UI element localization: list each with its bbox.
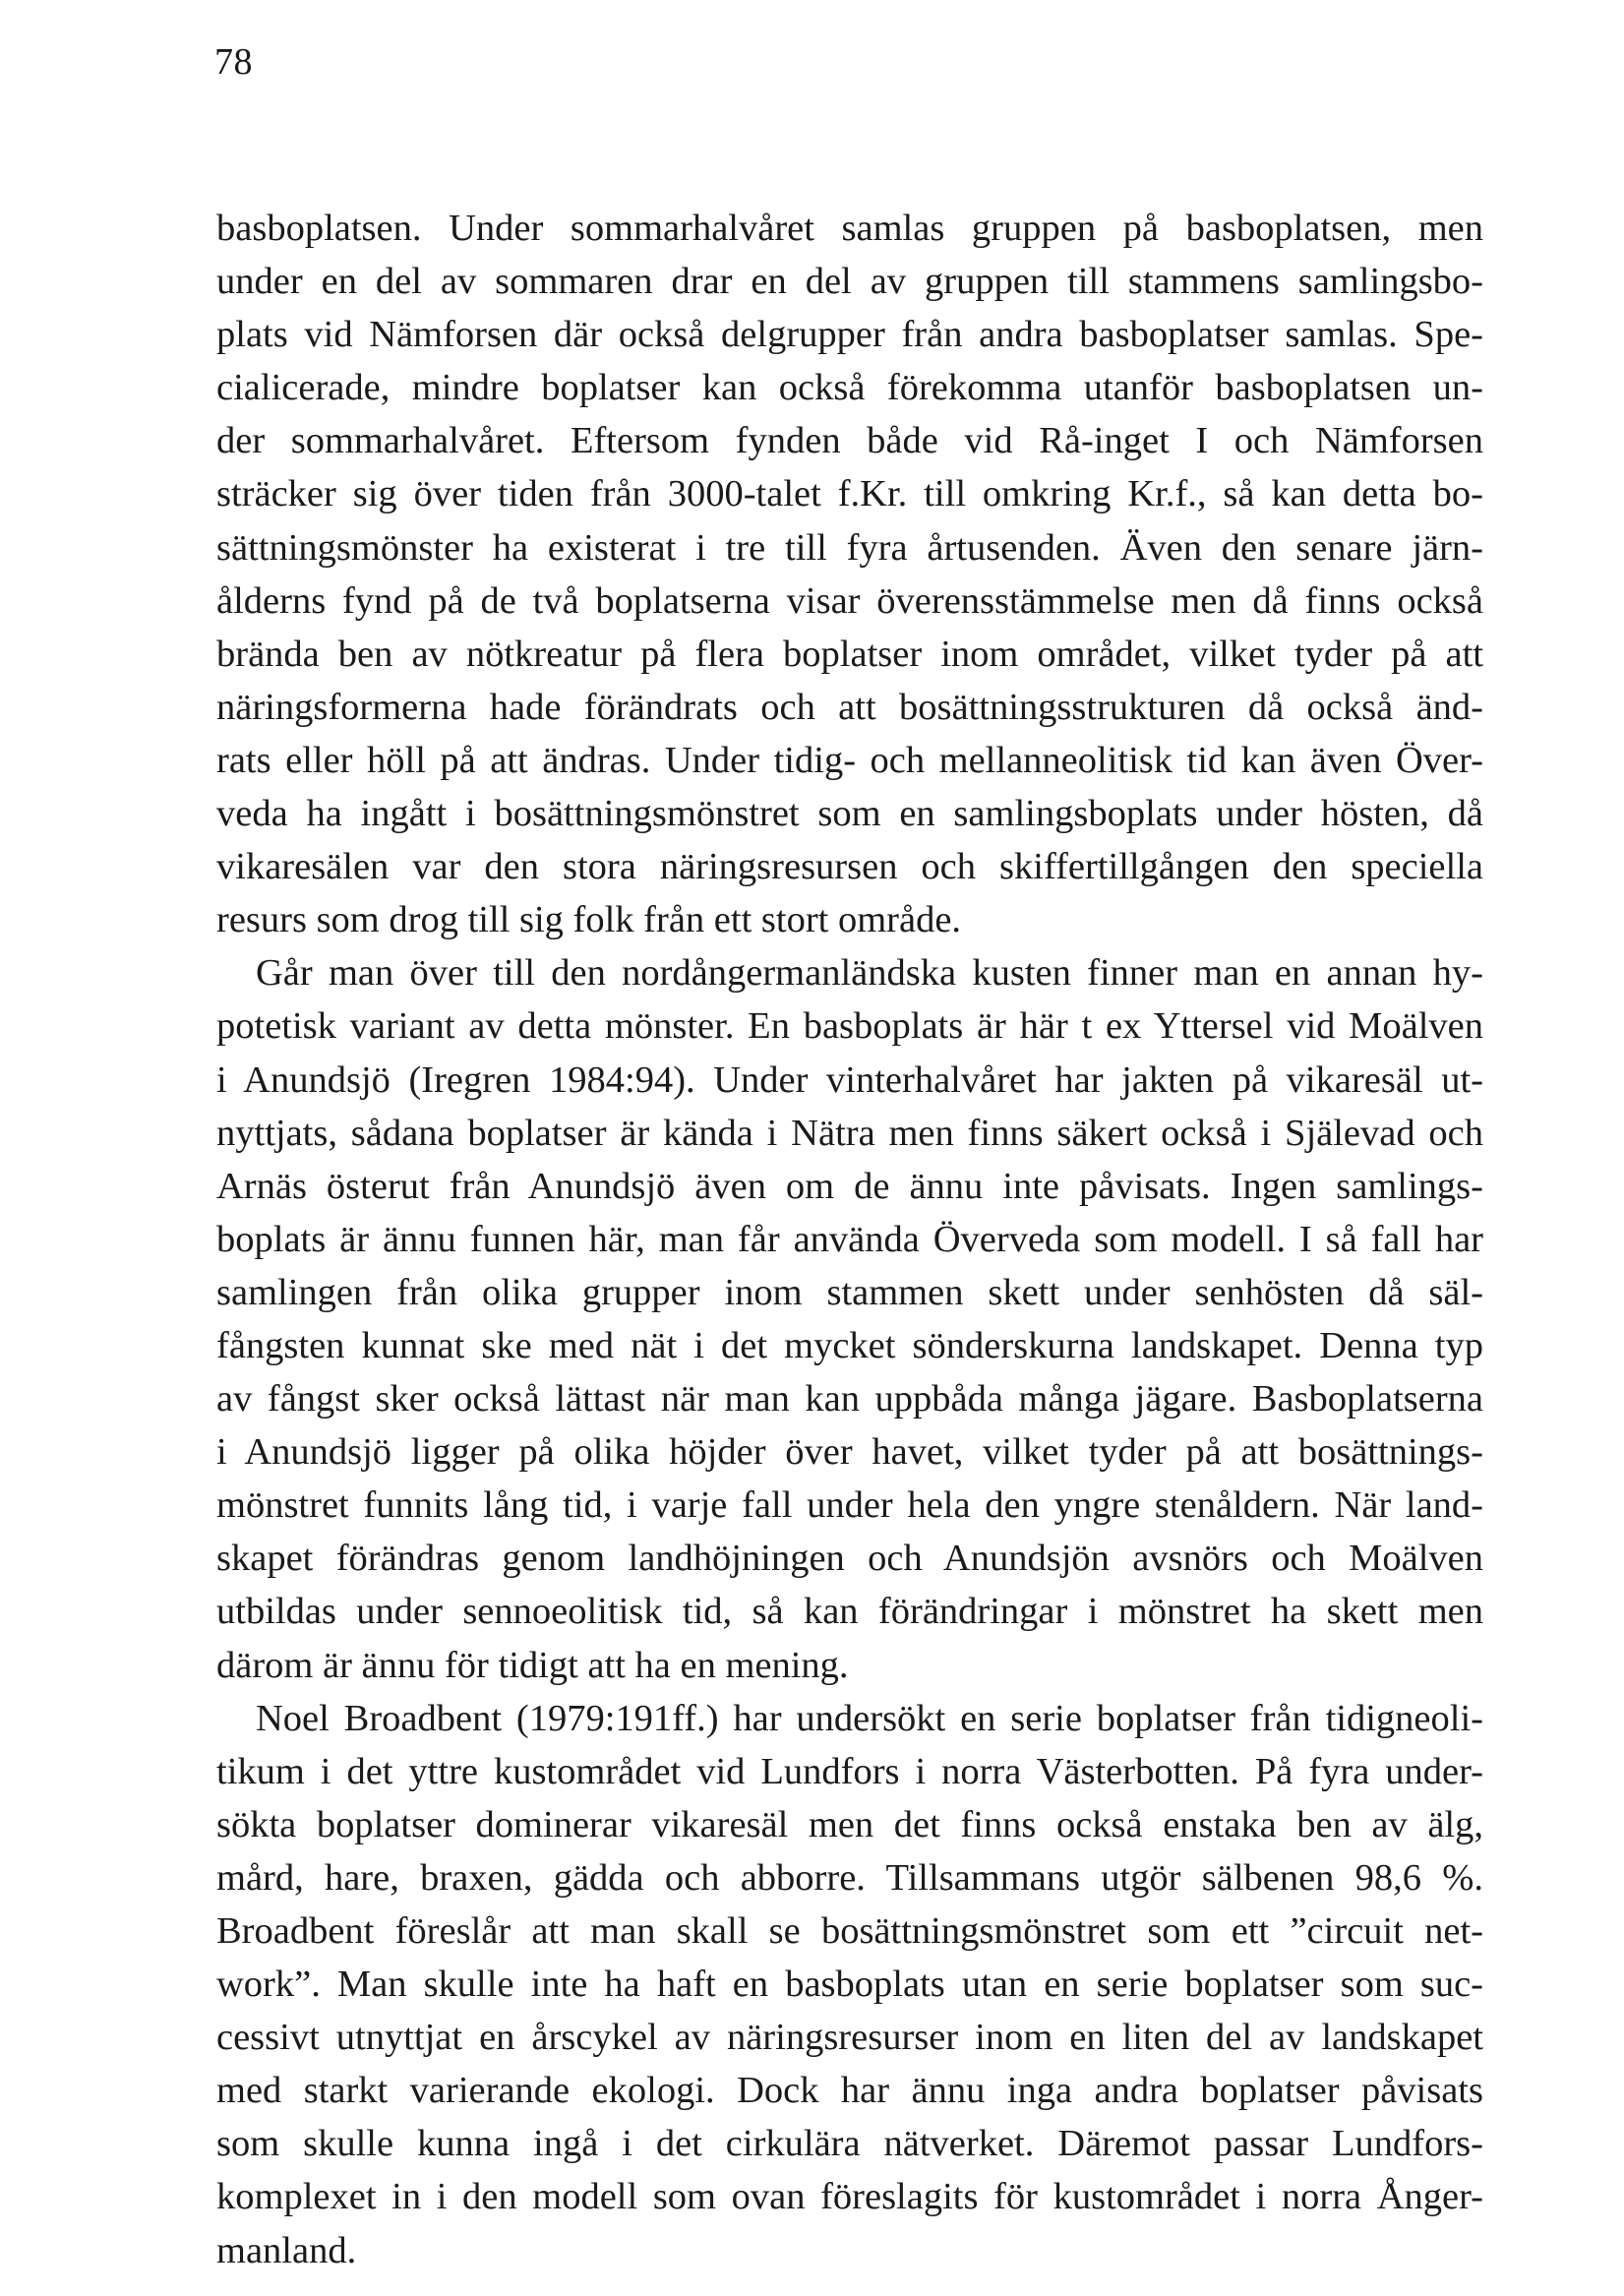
text-line: som skulle kunna ingå i det cirkulära nätverket. Däremot passar Lundfors- bbox=[216, 2123, 1483, 2165]
text-line: sträcker sig över tiden från 3000-talet f.Kr. till omkring Kr.f., så kan detta bo- bbox=[216, 473, 1483, 515]
text-line: cialicerade, mindre boplatser kan också förekomma utanför basboplatsen un- bbox=[216, 367, 1483, 409]
text-line: brända ben av nötkreatur på flera boplatser inom området, vilket tyder på att bbox=[216, 633, 1483, 675]
text-line: mönstret funnits lång tid, i varje fall under hela den yngre stenåldern. När land- bbox=[216, 1484, 1483, 1527]
text-line: komplexet in i den modell som ovan föreslagits för kustområdet i norra Ånger- bbox=[216, 2176, 1483, 2218]
text-line: sökta boplatser dominerar vikaresäl men det finns också enstaka ben av älg, bbox=[216, 1803, 1483, 1845]
text-line: skapet förändras genom landhöjningen och Anundsjön avsnörs och Moälven bbox=[216, 1538, 1483, 1580]
text-line: basboplatsen. Under sommarhalvåret samlas gruppen på basboplatsen, men bbox=[216, 208, 1483, 249]
page-number: 78 bbox=[214, 41, 253, 83]
text-line: tikum i det yttre kustområdet vid Lundfors i norra Västerbotten. På fyra under- bbox=[216, 1750, 1483, 1792]
text-line: potetisk variant av detta mönster. En basboplats är här t ex Yttersel vid Moälven bbox=[216, 1005, 1483, 1048]
text-line: av fångst sker också lättast när man kan uppbåda många jägare. Basboplatserna bbox=[216, 1378, 1483, 1420]
text-line: Arnäs österut från Anundsjö även om de ännu inte påvisats. Ingen samlings- bbox=[216, 1165, 1483, 1207]
text-line: sättningsmönster ha existerat i tre till fyra årtusenden. Även den senare järn- bbox=[216, 526, 1483, 569]
text-line: der sommarhalvåret. Eftersom fynden både vid Rå-inget I och Nämforsen bbox=[216, 420, 1483, 462]
text-line: Går man över till den nordångermanländska kusten finner man en annan hy- bbox=[256, 952, 1483, 995]
text-line: Noel Broadbent (1979:191ff.) har undersökt en serie boplatser från tidigneoli- bbox=[256, 1697, 1483, 1739]
text-line: utbildas under sennoeolitisk tid, så kan förändringar i mönstret ha skett men bbox=[216, 1591, 1483, 1633]
text-line: work”. Man skulle inte ha haft en basboplats utan en serie boplatser som suc- bbox=[216, 1964, 1483, 2006]
text-line: i Anundsjö ligger på olika höjder över havet, vilket tyder på att bosättnings- bbox=[216, 1431, 1483, 1474]
text-line: boplats är ännu funnen här, man får använda Överveda som modell. I så fall har bbox=[216, 1218, 1483, 1260]
text-line: mård, hare, braxen, gädda och abborre. Tillsammans utgör sälbenen 98,6 %. bbox=[216, 1856, 1483, 1899]
text-line: vikaresälen var den stora näringsresursen och skiffertillgången den speciella bbox=[216, 846, 1483, 888]
text-line: därom är ännu för tidigt att ha en mening. bbox=[216, 1644, 849, 1686]
text-line: näringsformerna hade förändrats och att bosättningsstrukturen då också änd- bbox=[216, 686, 1483, 728]
text-line: i Anundsjö (Iregren 1984:94). Under vinterhalvåret har jakten på vikaresäl ut- bbox=[216, 1058, 1483, 1101]
text-line: samlingen från olika grupper inom stammen skett under senhösten då säl- bbox=[216, 1271, 1483, 1313]
text-line: under en del av sommaren drar en del av gruppen till stammens samlingsbo- bbox=[216, 261, 1483, 303]
text-line: med starkt varierande ekologi. Dock har ännu inga andra boplatser påvisats bbox=[216, 2070, 1483, 2112]
text-line: manland. bbox=[216, 2229, 357, 2271]
text-line: plats vid Nämforsen där också delgrupper från andra basboplatser samlas. Spe- bbox=[216, 314, 1483, 356]
text-line: fångsten kunnat ske med nät i det mycket sönderskurna landskapet. Denna typ bbox=[216, 1324, 1483, 1366]
text-line: veda ha ingått i bosättningsmönstret som en samlingsboplats under hösten, då bbox=[216, 793, 1483, 835]
text-line: rats eller höll på att ändras. Under tidig- och mellanneolitisk tid kan även Över- bbox=[216, 739, 1483, 781]
text-line: resurs som drog till sig folk från ett stort område. bbox=[216, 899, 962, 941]
text-line: cessivt utnyttjat en årscykel av näringsresurser inom en liten del av landskapet bbox=[216, 2017, 1483, 2059]
text-line: nyttjats, sådana boplatser är kända i Nätra men finns säkert också i Själevad och bbox=[216, 1112, 1483, 1154]
text-line: Broadbent föreslår att man skall se bosättningsmönstret som ett ”circuit net- bbox=[216, 1910, 1483, 1952]
text-line: ålderns fynd på de två boplatserna visar överensstämmelse men då finns också bbox=[216, 579, 1483, 622]
body-text bbox=[216, 202, 1483, 2277]
